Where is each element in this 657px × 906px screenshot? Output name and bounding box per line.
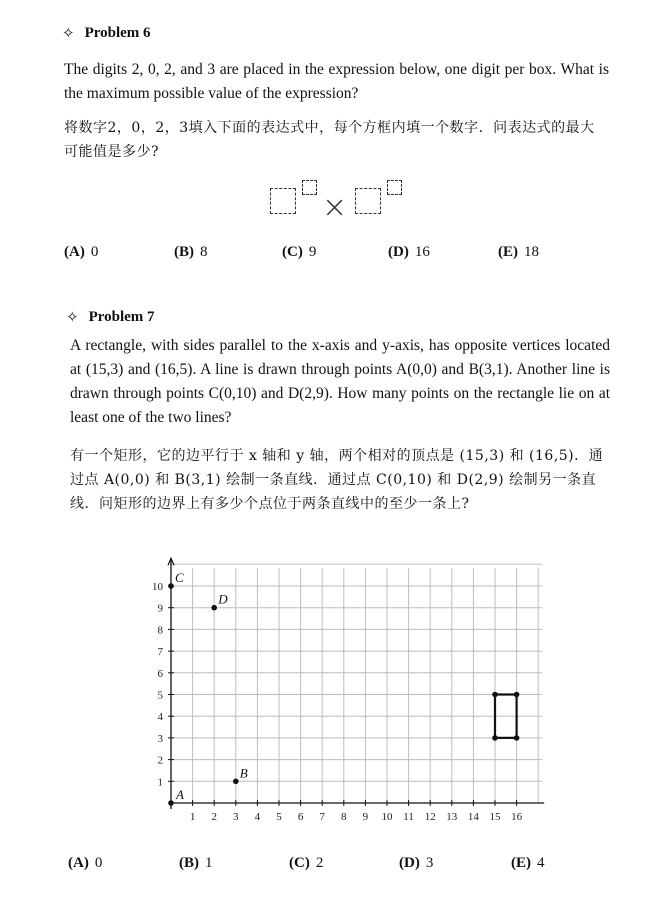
- x-tick-label: 16: [511, 811, 523, 823]
- problem-6-title: Problem 6: [84, 25, 151, 41]
- rectangle-outline: [495, 695, 517, 738]
- y-tick-label: 1: [157, 776, 163, 789]
- x-tick-label: 13: [446, 811, 458, 823]
- problem-7-text-cn: 有一个矩形，它的边平行于 x 轴和 y 轴，两个相对的顶点是 (15,3) 和 (16,5)．通过点 A(0,0) 和 B(3,1) 绘制一条直线．通过点 C(0,10) 和 D(2,9) 绘制另一条直线．问矩形的边界上有多少个点位于两条直线中的至少一条上?: [70, 448, 604, 512]
- base-box-2: [355, 188, 381, 214]
- y-tick-label: 3: [157, 732, 163, 745]
- x-tick-label: 3: [233, 811, 239, 823]
- point-label-a: A: [176, 787, 184, 802]
- y-tick-label: 5: [157, 689, 163, 702]
- exponent-box-1: [302, 180, 317, 195]
- x-tick-label: 9: [362, 811, 369, 823]
- y-tick-label: 2: [157, 754, 163, 767]
- point-label-c: C: [175, 570, 184, 585]
- rectangle-vertex: [492, 692, 498, 698]
- y-tick-label: 10: [152, 581, 163, 593]
- diamond-icon: ✧: [62, 26, 75, 42]
- problem-6-text-en: The digits 2, 0, 2, and 3 are placed in the expression below, one digit per box. What is the maximum possible value of the expression?: [64, 61, 609, 102]
- base-box-1: [270, 188, 296, 214]
- choice-a[interactable]: (A) 0: [64, 244, 99, 260]
- x-tick-label: 10: [381, 811, 393, 823]
- y-tick-label: 8: [157, 624, 163, 637]
- point-d: [211, 605, 217, 611]
- problem-7-text-en: A rectangle, with sides parallel to the x-axis and y-axis, has opposite vertices located at (15,3) and (16,5). A line is drawn through points A(0,0) and B(3,1). Another line is drawn through points C(0,10) and D(2,9). How many points on the rectangle lie on at least one of the two lines?: [70, 337, 610, 426]
- problem-7-choices: [68, 855, 571, 872]
- choice-e[interactable]: (E) 4: [511, 855, 545, 871]
- problem-6-heading: [62, 24, 151, 43]
- choice-c[interactable]: (C) 9: [282, 244, 317, 260]
- x-tick-label: 4: [254, 811, 261, 823]
- choice-b[interactable]: (B) 8: [174, 244, 208, 260]
- choice-c[interactable]: (C) 2: [289, 855, 324, 871]
- y-tick-label: 7: [157, 646, 163, 659]
- problem-6-text-cn: 将数字2，0，2，3填入下面的表达式中，每个方框内填一个数字．问表达式的最大可能值是多少?: [64, 120, 595, 160]
- point-label-b: B: [239, 765, 248, 781]
- exponent-box-2: [387, 180, 402, 195]
- problem-7-title: Problem 7: [88, 309, 155, 325]
- rectangle-vertex: [514, 735, 520, 741]
- y-tick-label: 6: [157, 667, 163, 680]
- choice-a[interactable]: (A) 0: [68, 855, 103, 871]
- times-operator: ×: [322, 190, 348, 225]
- rectangle-vertex: [492, 735, 498, 741]
- x-tick-label: 15: [489, 811, 501, 823]
- x-tick-label: 2: [211, 811, 217, 823]
- choice-e[interactable]: (E) 18: [498, 244, 539, 260]
- x-tick-label: 6: [297, 811, 304, 823]
- x-tick-label: 1: [189, 811, 196, 823]
- x-tick-label: 8: [341, 811, 347, 823]
- point-c: [168, 583, 174, 589]
- y-axis-arrow-icon: [168, 558, 174, 565]
- rectangle-vertex: [514, 692, 520, 698]
- point-b: [233, 779, 239, 785]
- problem-7-heading: [66, 308, 155, 327]
- x-tick-label: 14: [467, 811, 479, 823]
- point-label-d: D: [218, 591, 228, 607]
- point-a: [168, 800, 174, 806]
- y-tick-label: 4: [157, 711, 163, 724]
- problem-6-choices: [64, 244, 558, 261]
- choice-d[interactable]: (D) 16: [388, 244, 430, 260]
- x-tick-label: 5: [276, 811, 282, 823]
- x-tick-label: 12: [424, 811, 436, 823]
- x-tick-label: 7: [319, 811, 325, 823]
- choice-d[interactable]: (D) 3: [399, 855, 434, 871]
- choice-b[interactable]: (B) 1: [179, 855, 213, 871]
- x-tick-label: 11: [403, 811, 414, 823]
- diamond-icon: ✧: [66, 310, 79, 326]
- y-tick-label: 9: [157, 602, 163, 615]
